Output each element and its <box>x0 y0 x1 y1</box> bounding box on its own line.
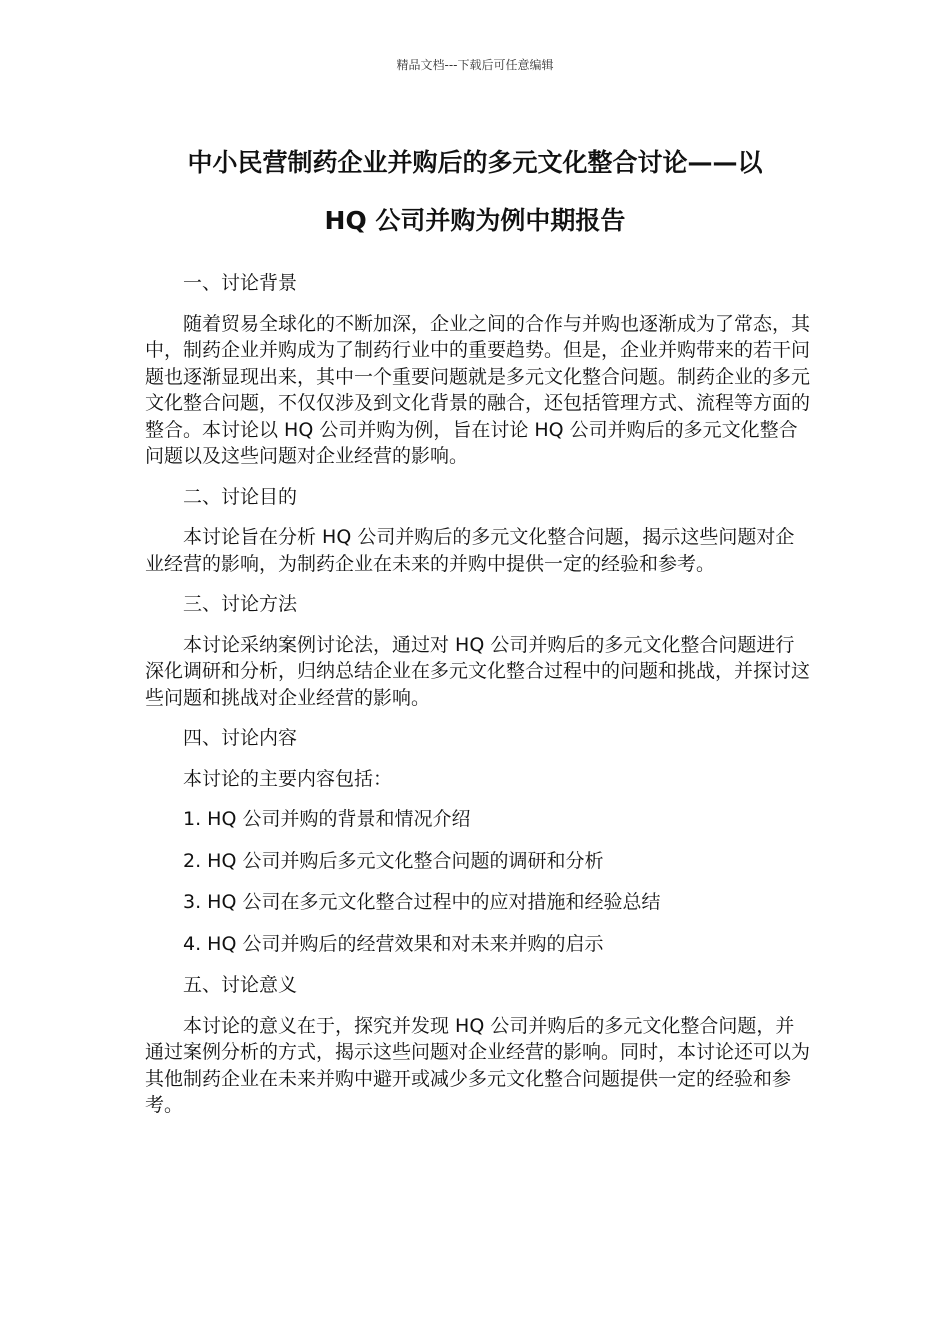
section-heading-significance: 五、讨论意义 <box>183 974 298 996</box>
list-item: 4. HQ 公司并购后的经营效果和对未来并购的启示 <box>183 932 604 955</box>
title-line-1: 中小民营制药企业并购后的多元文化整合讨论——以 <box>187 148 763 177</box>
document-title <box>140 134 810 250</box>
list-item: 3. HQ 公司在多元文化整合过程中的应对措施和经验总结 <box>183 891 661 913</box>
section-heading-content: 四、讨论内容 <box>183 727 298 749</box>
list-item: 2. HQ 公司并购后多元文化整合问题的调研和分析 <box>183 849 604 872</box>
header-note: 精品文档---下载后可任意编辑 <box>396 58 554 72</box>
document-body <box>145 270 810 1133</box>
list-item: 1. HQ 公司并购的背景和情况介绍 <box>183 808 471 830</box>
section-content-intro: 本讨论的主要内容包括： <box>183 767 393 790</box>
section-heading-method: 三、讨论方法 <box>183 593 298 615</box>
section-body-purpose: 本讨论旨在分析 HQ 公司并购后的多元文化整合问题，揭示这些问题对企业经营的影响，为制药企业在未来的并购中提供一定的经验和参考。 <box>145 526 795 575</box>
section-heading-background: 一、讨论背景 <box>183 272 298 294</box>
section-body-background: 随着贸易全球化的不断加深，企业之间的合作与并购也逐渐成为了常态，其中，制药企业并购成为了制药行业中的重要趋势。但是，企业并购带来的若干问题也逐渐显现出来，其中一个重要问题就是多元文化整合问题。制药企业的多元文化整合问题，不仅仅涉及到文化背景的融合，还包括管理方式、流程等方面的整合。本讨论以 HQ 公司并购为例，旨在讨论 HQ 公司并购后的多元文化整合问题以及这些问题对企业经营的影响。 <box>145 312 811 467</box>
section-body-significance: 本讨论的意义在于，探究并发现 HQ 公司并购后的多元文化整合问题，并通过案例分析的方式，揭示这些问题对企业经营的影响。同时，本讨论还可以为其他制药企业在未来并购中避开或减少多元文化整合问题提供一定的经验和参考。 <box>145 1014 811 1116</box>
title-line-2: HQ 公司并购为例中期报告 <box>324 206 626 235</box>
section-body-method: 本讨论采纳案例讨论法，通过对 HQ 公司并购后的多元文化整合问题进行深化调研和分析，归纳总结企业在多元文化整合过程中的问题和挑战，并探讨这些问题和挑战对企业经营的影响。 <box>145 633 811 709</box>
section-heading-purpose: 二、讨论目的 <box>183 485 298 508</box>
